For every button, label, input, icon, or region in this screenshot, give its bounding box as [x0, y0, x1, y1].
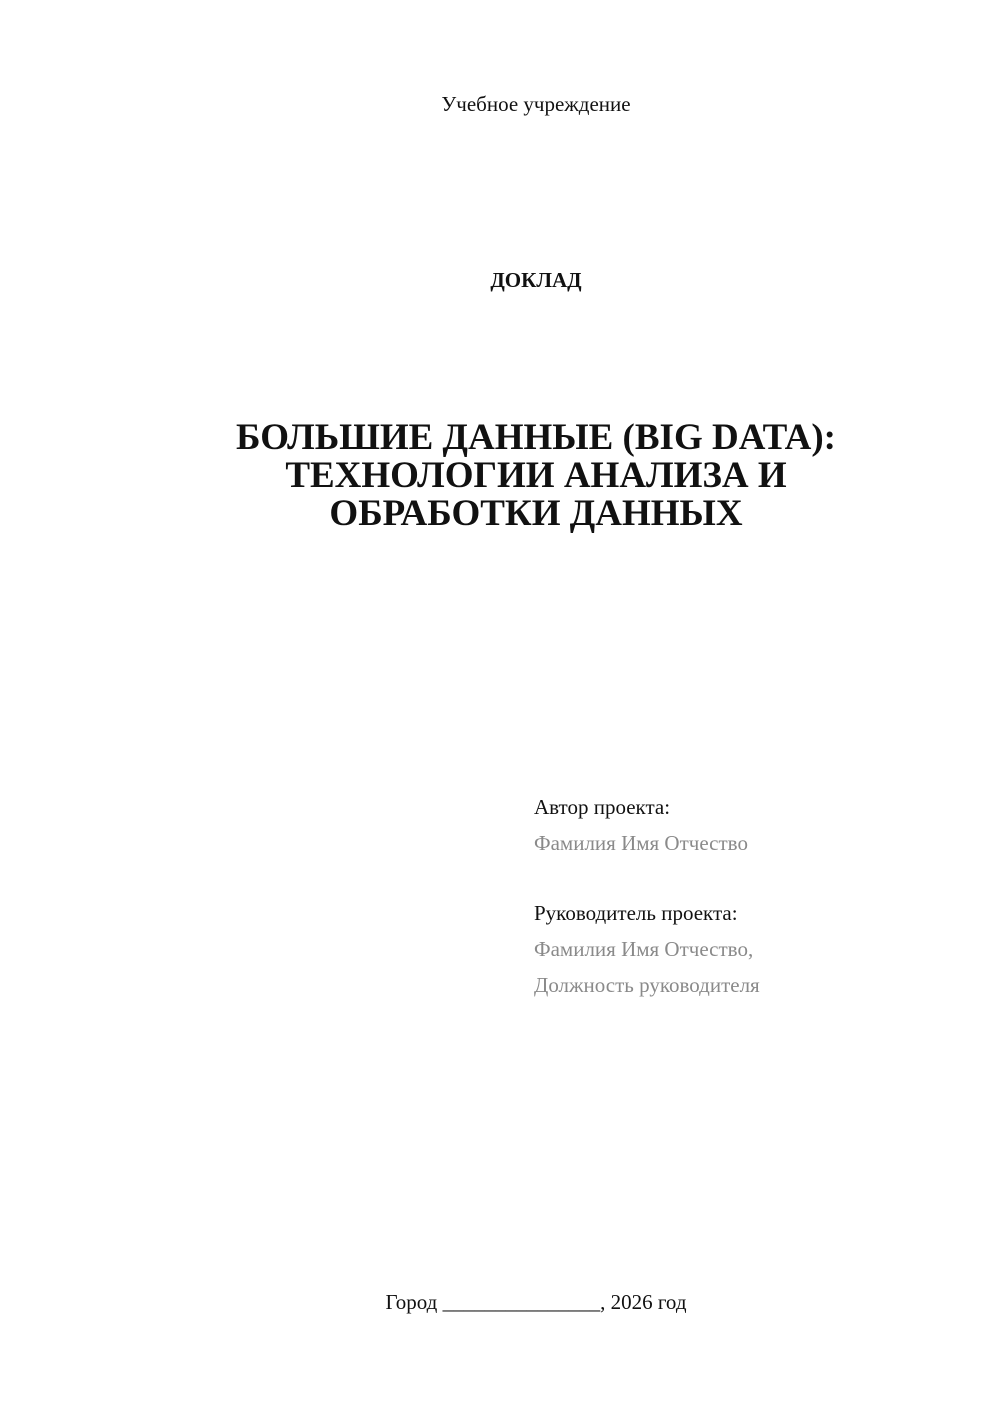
document-type: ДОКЛАД [490, 268, 582, 292]
title-line: ТЕХНОЛОГИИ АНАЛИЗА И [285, 455, 787, 496]
author-label: Автор проекта: [534, 795, 671, 819]
spacer [534, 861, 760, 895]
title-line: ОБРАБОТКИ ДАННЫХ [329, 493, 743, 534]
institution-name: Учебное учреждение [441, 92, 631, 116]
credits-block [534, 789, 760, 1003]
city-year-line: Город _______________, 2026 год [385, 1290, 687, 1314]
supervisor-label: Руководитель проекта: [534, 901, 738, 925]
document-title [200, 419, 872, 533]
author-name: Фамилия Имя Отчество [534, 831, 748, 855]
supervisor-position: Должность руководителя [534, 973, 760, 997]
supervisor-name: Фамилия Имя Отчество, [534, 937, 754, 961]
title-line: БОЛЬШИЕ ДАННЫЕ (BIG DATA): [236, 417, 836, 458]
